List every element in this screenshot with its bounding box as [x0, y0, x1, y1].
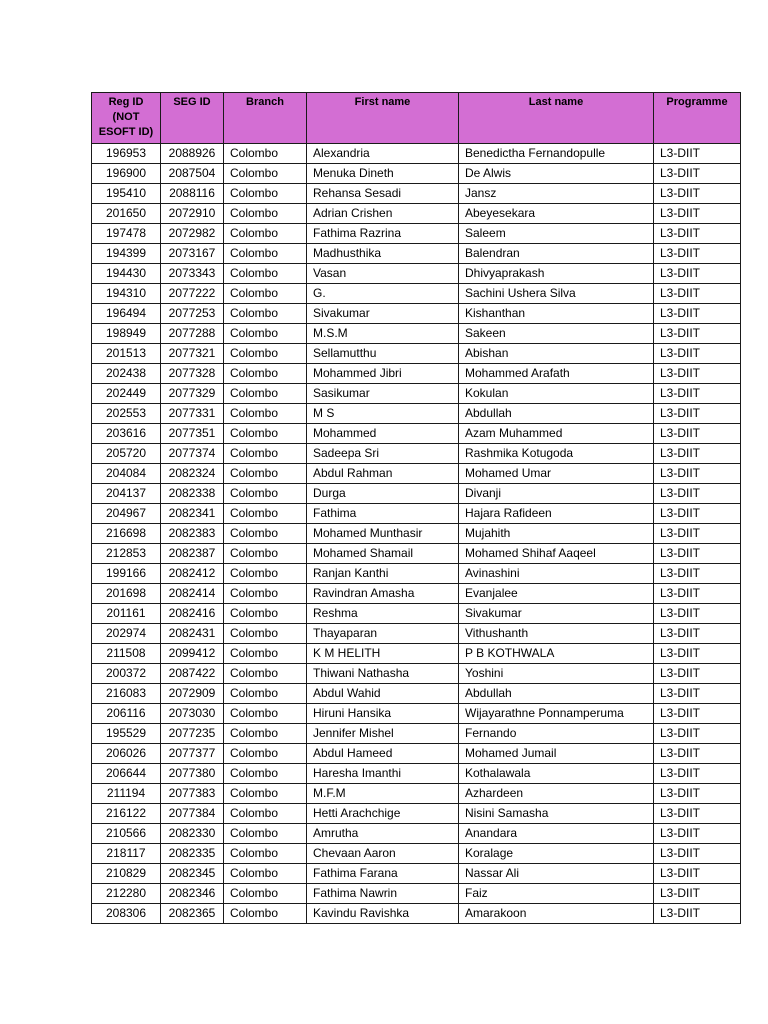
reg-id-cell: 206644 [92, 764, 161, 784]
seg-id-cell: 2077321 [161, 344, 224, 364]
branch-cell: Colombo [224, 604, 307, 624]
first-name-cell: K M HELITH [307, 644, 459, 664]
last-name-cell: Mohamed Jumail [459, 744, 654, 764]
reg-id-cell: 216122 [92, 804, 161, 824]
table-row [92, 604, 741, 624]
first-name-cell: Hetti Arachchige [307, 804, 459, 824]
branch-cell: Colombo [224, 764, 307, 784]
programme-cell: L3-DIIT [654, 404, 741, 424]
last-name-cell: Mujahith [459, 524, 654, 544]
table-row [92, 204, 741, 224]
seg-id-cell: 2077383 [161, 784, 224, 804]
branch-cell: Colombo [224, 624, 307, 644]
first-name-cell: Jennifer Mishel [307, 724, 459, 744]
seg-id-cell: 2082431 [161, 624, 224, 644]
branch-cell: Colombo [224, 824, 307, 844]
programme-cell: L3-DIIT [654, 724, 741, 744]
table-row [92, 464, 741, 484]
header-first-name: First name [307, 93, 459, 144]
programme-cell: L3-DIIT [654, 344, 741, 364]
programme-cell: L3-DIIT [654, 644, 741, 664]
first-name-cell: M.F.M [307, 784, 459, 804]
branch-cell: Colombo [224, 544, 307, 564]
seg-id-cell: 2082341 [161, 504, 224, 524]
student-table [91, 92, 741, 924]
branch-cell: Colombo [224, 304, 307, 324]
branch-cell: Colombo [224, 444, 307, 464]
seg-id-cell: 2082330 [161, 824, 224, 844]
reg-id-cell: 194310 [92, 284, 161, 304]
branch-cell: Colombo [224, 344, 307, 364]
branch-cell: Colombo [224, 464, 307, 484]
table-row [92, 744, 741, 764]
reg-id-cell: 195529 [92, 724, 161, 744]
last-name-cell: Koralage [459, 844, 654, 864]
reg-id-cell: 212280 [92, 884, 161, 904]
seg-id-cell: 2077331 [161, 404, 224, 424]
reg-id-cell: 212853 [92, 544, 161, 564]
last-name-cell: Amarakoon [459, 904, 654, 924]
programme-cell: L3-DIIT [654, 664, 741, 684]
last-name-cell: Kothalawala [459, 764, 654, 784]
reg-id-cell: 205720 [92, 444, 161, 464]
reg-id-cell: 194430 [92, 264, 161, 284]
programme-cell: L3-DIIT [654, 444, 741, 464]
reg-id-cell: 202438 [92, 364, 161, 384]
seg-id-cell: 2082346 [161, 884, 224, 904]
first-name-cell: Adrian Crishen [307, 204, 459, 224]
last-name-cell: Rashmika Kotugoda [459, 444, 654, 464]
branch-cell: Colombo [224, 144, 307, 164]
reg-id-cell: 195410 [92, 184, 161, 204]
seg-id-cell: 2082365 [161, 904, 224, 924]
table-row [92, 904, 741, 924]
first-name-cell: Sadeepa Sri [307, 444, 459, 464]
programme-cell: L3-DIIT [654, 284, 741, 304]
first-name-cell: Rehansa Sesadi [307, 184, 459, 204]
programme-cell: L3-DIIT [654, 624, 741, 644]
table-body [92, 144, 741, 924]
last-name-cell: Wijayarathne Ponnamperuma [459, 704, 654, 724]
last-name-cell: Avinashini [459, 564, 654, 584]
programme-cell: L3-DIIT [654, 204, 741, 224]
last-name-cell: Divanji [459, 484, 654, 504]
first-name-cell: Fathima Razrina [307, 224, 459, 244]
seg-id-cell: 2077288 [161, 324, 224, 344]
branch-cell: Colombo [224, 564, 307, 584]
last-name-cell: Azhardeen [459, 784, 654, 804]
branch-cell: Colombo [224, 384, 307, 404]
programme-cell: L3-DIIT [654, 824, 741, 844]
table-row [92, 304, 741, 324]
branch-cell: Colombo [224, 424, 307, 444]
first-name-cell: Sivakumar [307, 304, 459, 324]
programme-cell: L3-DIIT [654, 324, 741, 344]
table-row [92, 524, 741, 544]
table-row [92, 824, 741, 844]
branch-cell: Colombo [224, 244, 307, 264]
last-name-cell: Faiz [459, 884, 654, 904]
seg-id-cell: 2087504 [161, 164, 224, 184]
table-row [92, 864, 741, 884]
header-programme: Programme [654, 93, 741, 144]
seg-id-cell: 2077328 [161, 364, 224, 384]
reg-id-cell: 210829 [92, 864, 161, 884]
programme-cell: L3-DIIT [654, 604, 741, 624]
table-row [92, 544, 741, 564]
programme-cell: L3-DIIT [654, 464, 741, 484]
last-name-cell: Kokulan [459, 384, 654, 404]
header-row [92, 93, 741, 144]
first-name-cell: M.S.M [307, 324, 459, 344]
programme-cell: L3-DIIT [654, 504, 741, 524]
last-name-cell: P B KOTHWALA [459, 644, 654, 664]
table-row [92, 444, 741, 464]
programme-cell: L3-DIIT [654, 304, 741, 324]
first-name-cell: Mohammed Jibri [307, 364, 459, 384]
seg-id-cell: 2082338 [161, 484, 224, 504]
branch-cell: Colombo [224, 204, 307, 224]
first-name-cell: Kavindu Ravishka [307, 904, 459, 924]
table-row [92, 564, 741, 584]
header-reg-id: Reg ID (NOT ESOFT ID) [92, 93, 161, 144]
last-name-cell: Nisini Samasha [459, 804, 654, 824]
table-row [92, 344, 741, 364]
table-row [92, 724, 741, 744]
reg-id-cell: 202449 [92, 384, 161, 404]
header-seg-id: SEG ID [161, 93, 224, 144]
first-name-cell: Fathima Farana [307, 864, 459, 884]
branch-cell: Colombo [224, 664, 307, 684]
first-name-cell: Madhusthika [307, 244, 459, 264]
seg-id-cell: 2082335 [161, 844, 224, 864]
last-name-cell: Saleem [459, 224, 654, 244]
seg-id-cell: 2077329 [161, 384, 224, 404]
programme-cell: L3-DIIT [654, 484, 741, 504]
programme-cell: L3-DIIT [654, 844, 741, 864]
first-name-cell: M S [307, 404, 459, 424]
table-row [92, 484, 741, 504]
branch-cell: Colombo [224, 184, 307, 204]
programme-cell: L3-DIIT [654, 744, 741, 764]
seg-id-cell: 2072909 [161, 684, 224, 704]
first-name-cell: Chevaan Aaron [307, 844, 459, 864]
first-name-cell: Sellamutthu [307, 344, 459, 364]
table-row [92, 284, 741, 304]
seg-id-cell: 2082414 [161, 584, 224, 604]
first-name-cell: Mohammed [307, 424, 459, 444]
seg-id-cell: 2077377 [161, 744, 224, 764]
first-name-cell: Thayaparan [307, 624, 459, 644]
seg-id-cell: 2077222 [161, 284, 224, 304]
reg-id-cell: 210566 [92, 824, 161, 844]
branch-cell: Colombo [224, 584, 307, 604]
last-name-cell: Dhivyaprakash [459, 264, 654, 284]
first-name-cell: Abdul Wahid [307, 684, 459, 704]
branch-cell: Colombo [224, 224, 307, 244]
last-name-cell: Mohammed Arafath [459, 364, 654, 384]
reg-id-cell: 204967 [92, 504, 161, 524]
reg-id-cell: 196494 [92, 304, 161, 324]
seg-id-cell: 2077374 [161, 444, 224, 464]
first-name-cell: Reshma [307, 604, 459, 624]
programme-cell: L3-DIIT [654, 184, 741, 204]
first-name-cell: Abdul Hameed [307, 744, 459, 764]
last-name-cell: Mohamed Shihaf Aaqeel [459, 544, 654, 564]
last-name-cell: Jansz [459, 184, 654, 204]
seg-id-cell: 2077384 [161, 804, 224, 824]
programme-cell: L3-DIIT [654, 684, 741, 704]
table-row [92, 704, 741, 724]
first-name-cell: Haresha Imanthi [307, 764, 459, 784]
last-name-cell: Azam Muhammed [459, 424, 654, 444]
seg-id-cell: 2082345 [161, 864, 224, 884]
programme-cell: L3-DIIT [654, 904, 741, 924]
first-name-cell: Fathima Nawrin [307, 884, 459, 904]
first-name-cell: Menuka Dineth [307, 164, 459, 184]
reg-id-cell: 211508 [92, 644, 161, 664]
table-row [92, 384, 741, 404]
programme-cell: L3-DIIT [654, 544, 741, 564]
branch-cell: Colombo [224, 364, 307, 384]
branch-cell: Colombo [224, 284, 307, 304]
reg-id-cell: 203616 [92, 424, 161, 444]
table-row [92, 784, 741, 804]
table-row [92, 164, 741, 184]
seg-id-cell: 2082412 [161, 564, 224, 584]
reg-id-cell: 201698 [92, 584, 161, 604]
last-name-cell: Sachini Ushera Silva [459, 284, 654, 304]
last-name-cell: Sivakumar [459, 604, 654, 624]
last-name-cell: Nassar Ali [459, 864, 654, 884]
table-row [92, 504, 741, 524]
first-name-cell: Abdul Rahman [307, 464, 459, 484]
reg-id-cell: 211194 [92, 784, 161, 804]
programme-cell: L3-DIIT [654, 584, 741, 604]
last-name-cell: Kishanthan [459, 304, 654, 324]
table-row [92, 844, 741, 864]
table-row [92, 324, 741, 344]
table-row [92, 364, 741, 384]
seg-id-cell: 2072910 [161, 204, 224, 224]
table-row [92, 644, 741, 664]
programme-cell: L3-DIIT [654, 244, 741, 264]
first-name-cell: G. [307, 284, 459, 304]
reg-id-cell: 204137 [92, 484, 161, 504]
programme-cell: L3-DIIT [654, 864, 741, 884]
header-branch: Branch [224, 93, 307, 144]
branch-cell: Colombo [224, 524, 307, 544]
last-name-cell: Fernando [459, 724, 654, 744]
seg-id-cell: 2082383 [161, 524, 224, 544]
table-row [92, 684, 741, 704]
last-name-cell: De Alwis [459, 164, 654, 184]
seg-id-cell: 2077380 [161, 764, 224, 784]
programme-cell: L3-DIIT [654, 564, 741, 584]
branch-cell: Colombo [224, 864, 307, 884]
branch-cell: Colombo [224, 844, 307, 864]
table-row [92, 884, 741, 904]
reg-id-cell: 201650 [92, 204, 161, 224]
programme-cell: L3-DIIT [654, 784, 741, 804]
table-row [92, 244, 741, 264]
programme-cell: L3-DIIT [654, 804, 741, 824]
last-name-cell: Hajara Rafideen [459, 504, 654, 524]
table-header [92, 93, 741, 144]
branch-cell: Colombo [224, 704, 307, 724]
last-name-cell: Abeyesekara [459, 204, 654, 224]
programme-cell: L3-DIIT [654, 164, 741, 184]
table-row [92, 264, 741, 284]
table-row [92, 404, 741, 424]
programme-cell: L3-DIIT [654, 384, 741, 404]
branch-cell: Colombo [224, 644, 307, 664]
table-row [92, 184, 741, 204]
reg-id-cell: 198949 [92, 324, 161, 344]
reg-id-cell: 216698 [92, 524, 161, 544]
seg-id-cell: 2088926 [161, 144, 224, 164]
branch-cell: Colombo [224, 484, 307, 504]
seg-id-cell: 2077351 [161, 424, 224, 444]
last-name-cell: Mohamed Umar [459, 464, 654, 484]
first-name-cell: Mohamed Munthasir [307, 524, 459, 544]
branch-cell: Colombo [224, 884, 307, 904]
seg-id-cell: 2082324 [161, 464, 224, 484]
branch-cell: Colombo [224, 684, 307, 704]
reg-id-cell: 208306 [92, 904, 161, 924]
branch-cell: Colombo [224, 904, 307, 924]
last-name-cell: Yoshini [459, 664, 654, 684]
first-name-cell: Fathima [307, 504, 459, 524]
table-row [92, 424, 741, 444]
reg-id-cell: 206116 [92, 704, 161, 724]
table-row [92, 224, 741, 244]
first-name-cell: Ravindran Amasha [307, 584, 459, 604]
reg-id-cell: 200372 [92, 664, 161, 684]
branch-cell: Colombo [224, 804, 307, 824]
branch-cell: Colombo [224, 264, 307, 284]
seg-id-cell: 2073343 [161, 264, 224, 284]
programme-cell: L3-DIIT [654, 264, 741, 284]
last-name-cell: Abdullah [459, 684, 654, 704]
reg-id-cell: 216083 [92, 684, 161, 704]
reg-id-cell: 199166 [92, 564, 161, 584]
reg-id-cell: 206026 [92, 744, 161, 764]
table-row [92, 804, 741, 824]
branch-cell: Colombo [224, 744, 307, 764]
seg-id-cell: 2082416 [161, 604, 224, 624]
branch-cell: Colombo [224, 784, 307, 804]
programme-cell: L3-DIIT [654, 884, 741, 904]
last-name-cell: Evanjalee [459, 584, 654, 604]
branch-cell: Colombo [224, 164, 307, 184]
branch-cell: Colombo [224, 724, 307, 744]
reg-id-cell: 202553 [92, 404, 161, 424]
first-name-cell: Thiwani Nathasha [307, 664, 459, 684]
reg-id-cell: 194399 [92, 244, 161, 264]
seg-id-cell: 2077253 [161, 304, 224, 324]
programme-cell: L3-DIIT [654, 364, 741, 384]
seg-id-cell: 2073030 [161, 704, 224, 724]
programme-cell: L3-DIIT [654, 764, 741, 784]
first-name-cell: Hiruni Hansika [307, 704, 459, 724]
last-name-cell: Balendran [459, 244, 654, 264]
last-name-cell: Abishan [459, 344, 654, 364]
reg-id-cell: 196900 [92, 164, 161, 184]
reg-id-cell: 202974 [92, 624, 161, 644]
first-name-cell: Alexandria [307, 144, 459, 164]
seg-id-cell: 2077235 [161, 724, 224, 744]
reg-id-cell: 218117 [92, 844, 161, 864]
table-row [92, 664, 741, 684]
seg-id-cell: 2099412 [161, 644, 224, 664]
table-row [92, 764, 741, 784]
reg-id-cell: 197478 [92, 224, 161, 244]
first-name-cell: Vasan [307, 264, 459, 284]
seg-id-cell: 2073167 [161, 244, 224, 264]
table-row [92, 584, 741, 604]
first-name-cell: Amrutha [307, 824, 459, 844]
first-name-cell: Mohamed Shamail [307, 544, 459, 564]
programme-cell: L3-DIIT [654, 424, 741, 444]
first-name-cell: Durga [307, 484, 459, 504]
seg-id-cell: 2088116 [161, 184, 224, 204]
programme-cell: L3-DIIT [654, 704, 741, 724]
seg-id-cell: 2082387 [161, 544, 224, 564]
last-name-cell: Anandara [459, 824, 654, 844]
table-row [92, 144, 741, 164]
branch-cell: Colombo [224, 324, 307, 344]
programme-cell: L3-DIIT [654, 144, 741, 164]
reg-id-cell: 201513 [92, 344, 161, 364]
last-name-cell: Vithushanth [459, 624, 654, 644]
seg-id-cell: 2087422 [161, 664, 224, 684]
seg-id-cell: 2072982 [161, 224, 224, 244]
programme-cell: L3-DIIT [654, 224, 741, 244]
reg-id-cell: 196953 [92, 144, 161, 164]
header-last-name: Last name [459, 93, 654, 144]
first-name-cell: Sasikumar [307, 384, 459, 404]
programme-cell: L3-DIIT [654, 524, 741, 544]
last-name-cell: Benedictha Fernandopulle [459, 144, 654, 164]
first-name-cell: Ranjan Kanthi [307, 564, 459, 584]
last-name-cell: Sakeen [459, 324, 654, 344]
table-row [92, 624, 741, 644]
branch-cell: Colombo [224, 404, 307, 424]
branch-cell: Colombo [224, 504, 307, 524]
reg-id-cell: 204084 [92, 464, 161, 484]
reg-id-cell: 201161 [92, 604, 161, 624]
last-name-cell: Abdullah [459, 404, 654, 424]
